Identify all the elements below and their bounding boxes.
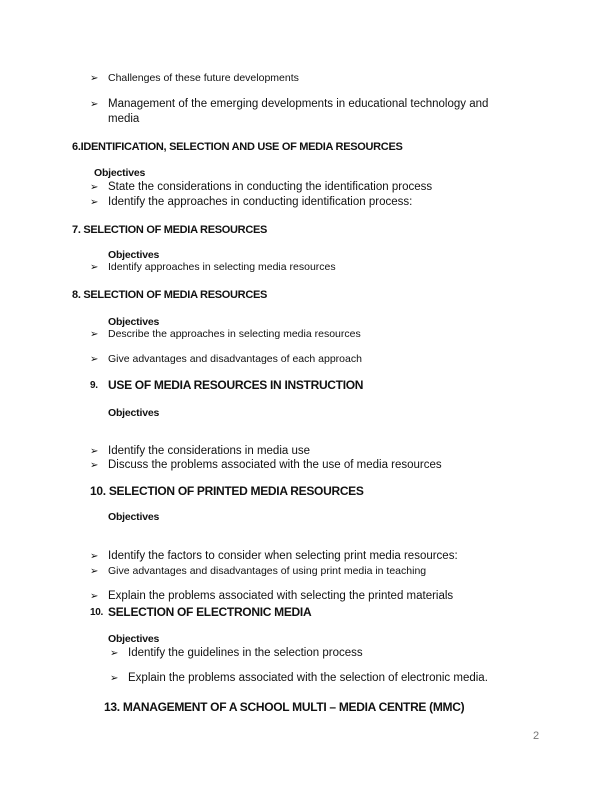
list-item: Discuss the problems associated with the use of media resources: [108, 459, 442, 471]
arrow-bullet-icon: ➢: [90, 591, 99, 602]
list-item: Identify the guidelines in the selection process: [128, 647, 363, 659]
arrow-bullet-icon: ➢: [110, 673, 119, 684]
section-heading: 8. SELECTION OF MEDIA RESOURCES: [72, 289, 268, 301]
arrow-bullet-icon: ➢: [90, 329, 99, 340]
objectives-label: Objectives: [108, 511, 160, 523]
objectives-label: Objectives: [108, 633, 160, 645]
list-item: Give advantages and disadvantages of using print media in teaching: [108, 565, 427, 577]
section-heading: 7. SELECTION OF MEDIA RESOURCES: [72, 224, 268, 236]
list-item: Challenges of these future developments: [108, 72, 299, 84]
arrow-bullet-icon: ➢: [90, 182, 99, 193]
arrow-bullet-icon: ➢: [90, 99, 99, 110]
arrow-bullet-icon: ➢: [90, 551, 99, 562]
objectives-label: Objectives: [108, 249, 160, 261]
objectives-label: Objectives: [108, 316, 160, 328]
section-number: 10.: [90, 607, 104, 618]
section-heading: 13. MANAGEMENT OF A SCHOOL MULTI – MEDIA CENTRE (MMC): [104, 700, 465, 714]
list-item-continuation: media: [108, 113, 140, 125]
section-heading: USE OF MEDIA RESOURCES IN INSTRUCTION: [108, 378, 364, 392]
arrow-bullet-icon: ➢: [90, 566, 99, 577]
section-heading: SELECTION OF ELECTRONIC MEDIA: [108, 605, 312, 619]
list-item: Identify the factors to consider when selecting print media resources:: [108, 550, 458, 562]
arrow-bullet-icon: ➢: [90, 354, 99, 365]
list-item: Identify approaches in selecting media resources: [108, 261, 336, 273]
list-item: Give advantages and disadvantages of each approach: [108, 353, 362, 365]
section-heading: 10. SELECTION OF PRINTED MEDIA RESOURCES: [90, 484, 364, 498]
arrow-bullet-icon: ➢: [90, 460, 99, 471]
list-item: Explain the problems associated with selecting the printed materials: [108, 590, 454, 602]
page-number: 2: [533, 730, 540, 742]
list-item: State the considerations in conducting the identification process: [108, 181, 433, 193]
list-item: Explain the problems associated with the selection of electronic media.: [128, 672, 488, 684]
arrow-bullet-icon: ➢: [90, 73, 99, 84]
list-item: Describe the approaches in selecting media resources: [108, 328, 361, 340]
objectives-label: Objectives: [94, 167, 146, 179]
arrow-bullet-icon: ➢: [110, 648, 119, 659]
arrow-bullet-icon: ➢: [90, 446, 99, 457]
objectives-label: Objectives: [108, 407, 160, 419]
arrow-bullet-icon: ➢: [90, 197, 99, 208]
section-heading: 6.IDENTIFICATION, SELECTION AND USE OF MEDIA RESOURCES: [72, 141, 403, 153]
list-item: Identify the approaches in conducting identification process:: [108, 196, 413, 208]
arrow-bullet-icon: ➢: [90, 262, 99, 273]
section-number: 9.: [90, 380, 98, 391]
list-item: Management of the emerging developments in educational technology and: [108, 98, 489, 110]
list-item: Identify the considerations in media use: [108, 445, 311, 457]
